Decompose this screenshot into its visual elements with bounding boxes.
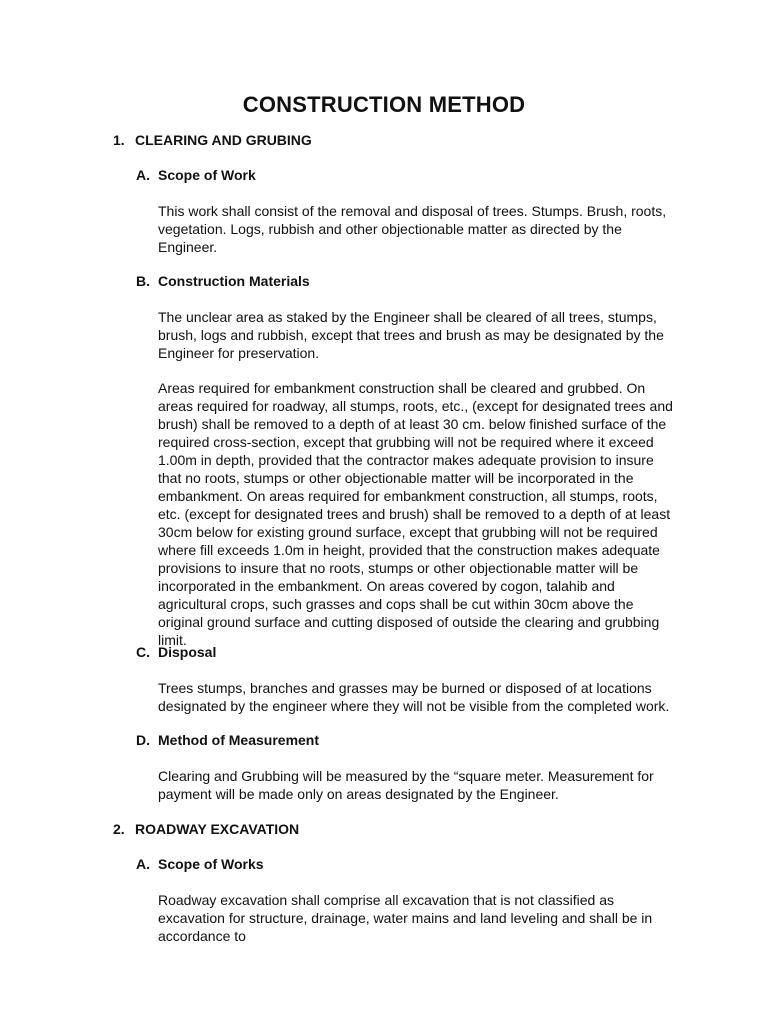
paragraph: This work shall consist of the removal and disposal of trees. Stumps. Brush, roots, vegetation. Logs, rubbish and other objectionable matter as directed by the Engineer. [158,203,667,255]
subsection-title: Disposal [158,644,217,660]
subsection-heading [136,856,264,872]
paragraph: The unclear area as staked by the Engineer shall be cleared of all trees, stumps, brush, logs and rubbish, except that trees and brush as may be designated by the Engineer for preservation. [158,309,664,361]
paragraph: Roadway excavation shall comprise all excavation that is not classified as excavation for structure, drainage, water mains and land leveling and shall be in accordance to [158,892,653,944]
section-title: CLEARING AND GRUBING [135,132,312,148]
subsection-heading [136,273,310,289]
subsection-letter: B. [136,273,150,289]
subsection-letter: A. [136,856,150,872]
subsection-title: Method of Measurement [158,732,320,748]
subsection-letter: D. [136,732,150,748]
subsection-letter: C. [136,644,150,660]
subsection-heading [136,167,256,183]
subsection-title: Scope of Works [158,856,264,872]
subsection-title: Scope of Work [158,167,256,183]
subsection-letter: A. [136,167,150,183]
subsection-title: Construction Materials [158,273,310,289]
section-heading [113,821,299,837]
section-heading [113,132,312,148]
paragraph: Clearing and Grubbing will be measured by the “square meter. Measurement for payment will be made only on areas designated by the Engineer. [158,768,654,802]
section-number: 2. [113,821,125,837]
paragraph: Trees stumps, branches and grasses may be burned or disposed of at locations designated by the engineer where they will not be visible from the completed work. [158,680,670,714]
paragraph: Areas required for embankment construction shall be cleared and grubbed. On areas required for roadway, all stumps, roots, etc., (except for designated trees and brush) shall be removed to a depth of at least 30 cm. below finished surface of the required cross-section, except that grubbing will not be required where it exceed 1.00m in depth, provided that the contractor makes adequate provision to insure that no roots, stumps or other objectionable matter will be incorporated in the embankment. On areas required for embankment construction, all stumps, roots, etc. (except for designated trees and brush) shall be removed to a depth of at least 30cm below for existing ground surface, except that grubbing will not be required where fill exceeds 1.0m in height, provided that the construction makes adequate provisions to insure that no roots, stumps or other objectionable matter will be incorporated in the embankment. On areas covered by cogon, talahib and agricultural crops, such grasses and cops shall be cut within 30cm above the original ground surface and cutting disposed of outside the clearing and grubbing limit. [158,380,673,648]
section-number: 1. [113,132,125,148]
section-title: ROADWAY EXCAVATION [135,821,300,837]
subsection-heading [136,732,319,748]
subsection-heading [136,644,216,660]
document-title: CONSTRUCTION METHOD [242,92,526,117]
